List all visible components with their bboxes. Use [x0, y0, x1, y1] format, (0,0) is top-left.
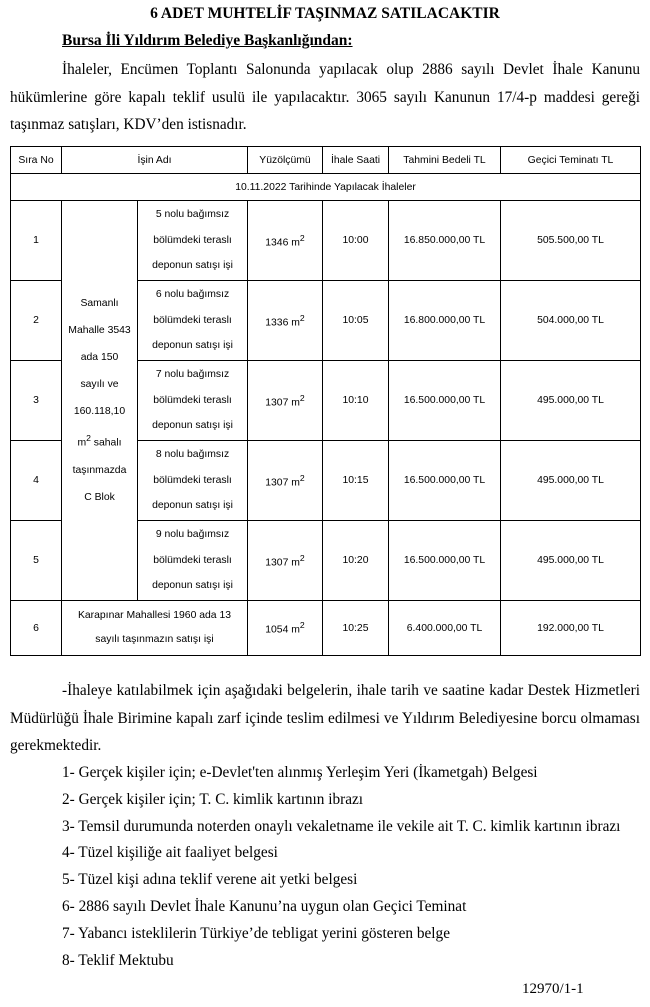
- header-cell-no: Sıra No: [11, 147, 62, 174]
- auction-time: 10:15: [323, 441, 389, 521]
- area-value: 1307 $m^2$: [248, 521, 323, 601]
- row-number: 5: [11, 521, 62, 601]
- header-cell-area: Yüzölçümü: [248, 147, 323, 174]
- deposit-amount: 192.000,00 TL: [501, 601, 641, 656]
- deposit-amount: 495.000,00 TL: [501, 361, 641, 441]
- list-item: 7- Yabancı isteklilerin Türkiye’de tebligat yerini gösteren belge: [62, 924, 450, 942]
- list-item: 5- Tüzel kişi adına teklif verene ait yetki belgesi: [62, 871, 358, 889]
- work-description: 6 nolu bağımsız bölümdeki teraslı deponun satışı işi: [138, 281, 248, 361]
- requirements-list: [62, 760, 620, 974]
- header-cell-time: İhale Saati: [323, 147, 389, 174]
- date-row: [11, 174, 641, 201]
- table-row: [11, 201, 641, 281]
- estimated-price: 6.400.000,00 TL: [389, 601, 501, 656]
- estimated-price: 16.500.000,00 TL: [389, 521, 501, 601]
- list-item: 4- Tüzel kişiliğe ait faaliyet belgesi: [62, 844, 278, 862]
- table-row: [11, 601, 641, 656]
- page-title: 6 ADET MUHTELİF TAŞINMAZ SATILACAKTIR: [150, 5, 500, 22]
- auction-time: 10:00: [323, 201, 389, 281]
- list-item: 2- Gerçek kişiler için; T. C. kimlik kartının ibrazı: [62, 790, 364, 808]
- date-row-label: 10.11.2022 Tarihinde Yapılacak İhaleler: [11, 174, 641, 201]
- list-item: 6- 2886 sayılı Devlet İhale Kanunu’na uygun olan Geçici Teminat: [62, 897, 467, 915]
- deposit-amount: 495.000,00 TL: [501, 441, 641, 521]
- header-cell-deposit: Geçici Teminatı TL: [501, 147, 641, 174]
- deposit-amount: 504.000,00 TL: [501, 281, 641, 361]
- row-number: 2: [11, 281, 62, 361]
- area-value: 1054 $m^2$: [248, 601, 323, 656]
- work-description: Karapınar Mahallesi 1960 ada 13 sayılı taşınmazın satışı işi: [62, 601, 248, 656]
- row-number: 1: [11, 201, 62, 281]
- area-value: 1307 $m^2$: [248, 361, 323, 441]
- issuing-authority: Bursa İli Yıldırım Belediye Başkanlığından:: [62, 32, 353, 49]
- list-item: 8- Teklif Mektubu: [62, 951, 174, 969]
- list-item: 1- Gerçek kişiler için; e-Devlet'ten alınmış Yerleşim Yeri (İkametgah) Belgesi: [62, 764, 538, 781]
- header-cell-estimate: Tahmini Bedeli TL: [389, 147, 501, 174]
- auction-table: [10, 146, 641, 656]
- estimated-price: 16.850.000,00 TL: [389, 201, 501, 281]
- row-number: 4: [11, 441, 62, 521]
- work-description: 7 nolu bağımsız bölümdeki teraslı deponun satışı işi: [138, 361, 248, 441]
- work-description: 8 nolu bağımsız bölümdeki teraslı deponun satışı işi: [138, 441, 248, 521]
- table-header-row: [11, 147, 641, 174]
- property-description: Samanlı Mahalle 3543 ada 150 sayılı ve 160.118,10 $m^2$ sahalı taşınmazda C Blok: [62, 201, 138, 601]
- row-number: 3: [11, 361, 62, 441]
- header-cell-work: İşin Adı: [62, 147, 248, 174]
- row-number: 6: [11, 601, 62, 656]
- estimated-price: 16.500.000,00 TL: [389, 361, 501, 441]
- list-item: 3- Temsil durumunda noterden onaylı vekaletname ile vekile ait T. C. kimlik kartının ibrazı: [62, 817, 621, 835]
- estimated-price: 16.800.000,00 TL: [389, 281, 501, 361]
- deposit-amount: 495.000,00 TL: [501, 521, 641, 601]
- conditions-paragraph: -İhaleye katılabilmek için aşağıdaki belgelerin, ihale tarih ve saatine kadar Destek Hizmetleri Müdürlüğü İhale Birimine kapalı zarf içinde teslim edilmesi ve Yıldırım Belediyesine borcu olmaması gerekmektedir.: [10, 682, 640, 754]
- auction-time: 10:20: [323, 521, 389, 601]
- work-description: 5 nolu bağımsız bölümdeki teraslı deponun satışı işi: [138, 201, 248, 281]
- auction-time: 10:05: [323, 281, 389, 361]
- auction-time: 10:25: [323, 601, 389, 656]
- intro-paragraph: İhaleler, Encümen Toplantı Salonunda yapılacak olup 2886 sayılı Devlet İhale Kanunu hükümlerine göre kapalı teklif usulü ile yapılacaktır. 3065 sayılı Kanunun 17/4-p maddesi gereği taşınmaz satışları, KDV’den istisnadır.: [10, 61, 640, 133]
- work-description: 9 nolu bağımsız bölümdeki teraslı deponun satışı işi: [138, 521, 248, 601]
- area-value: 1346 $m^2$: [248, 201, 323, 281]
- estimated-price: 16.500.000,00 TL: [389, 441, 501, 521]
- area-value: 1307 $m^2$: [248, 441, 323, 521]
- area-value: 1336 $m^2$: [248, 281, 323, 361]
- auction-time: 10:10: [323, 361, 389, 441]
- document-number: 12970/1-1: [522, 981, 584, 997]
- deposit-amount: 505.500,00 TL: [501, 201, 641, 281]
